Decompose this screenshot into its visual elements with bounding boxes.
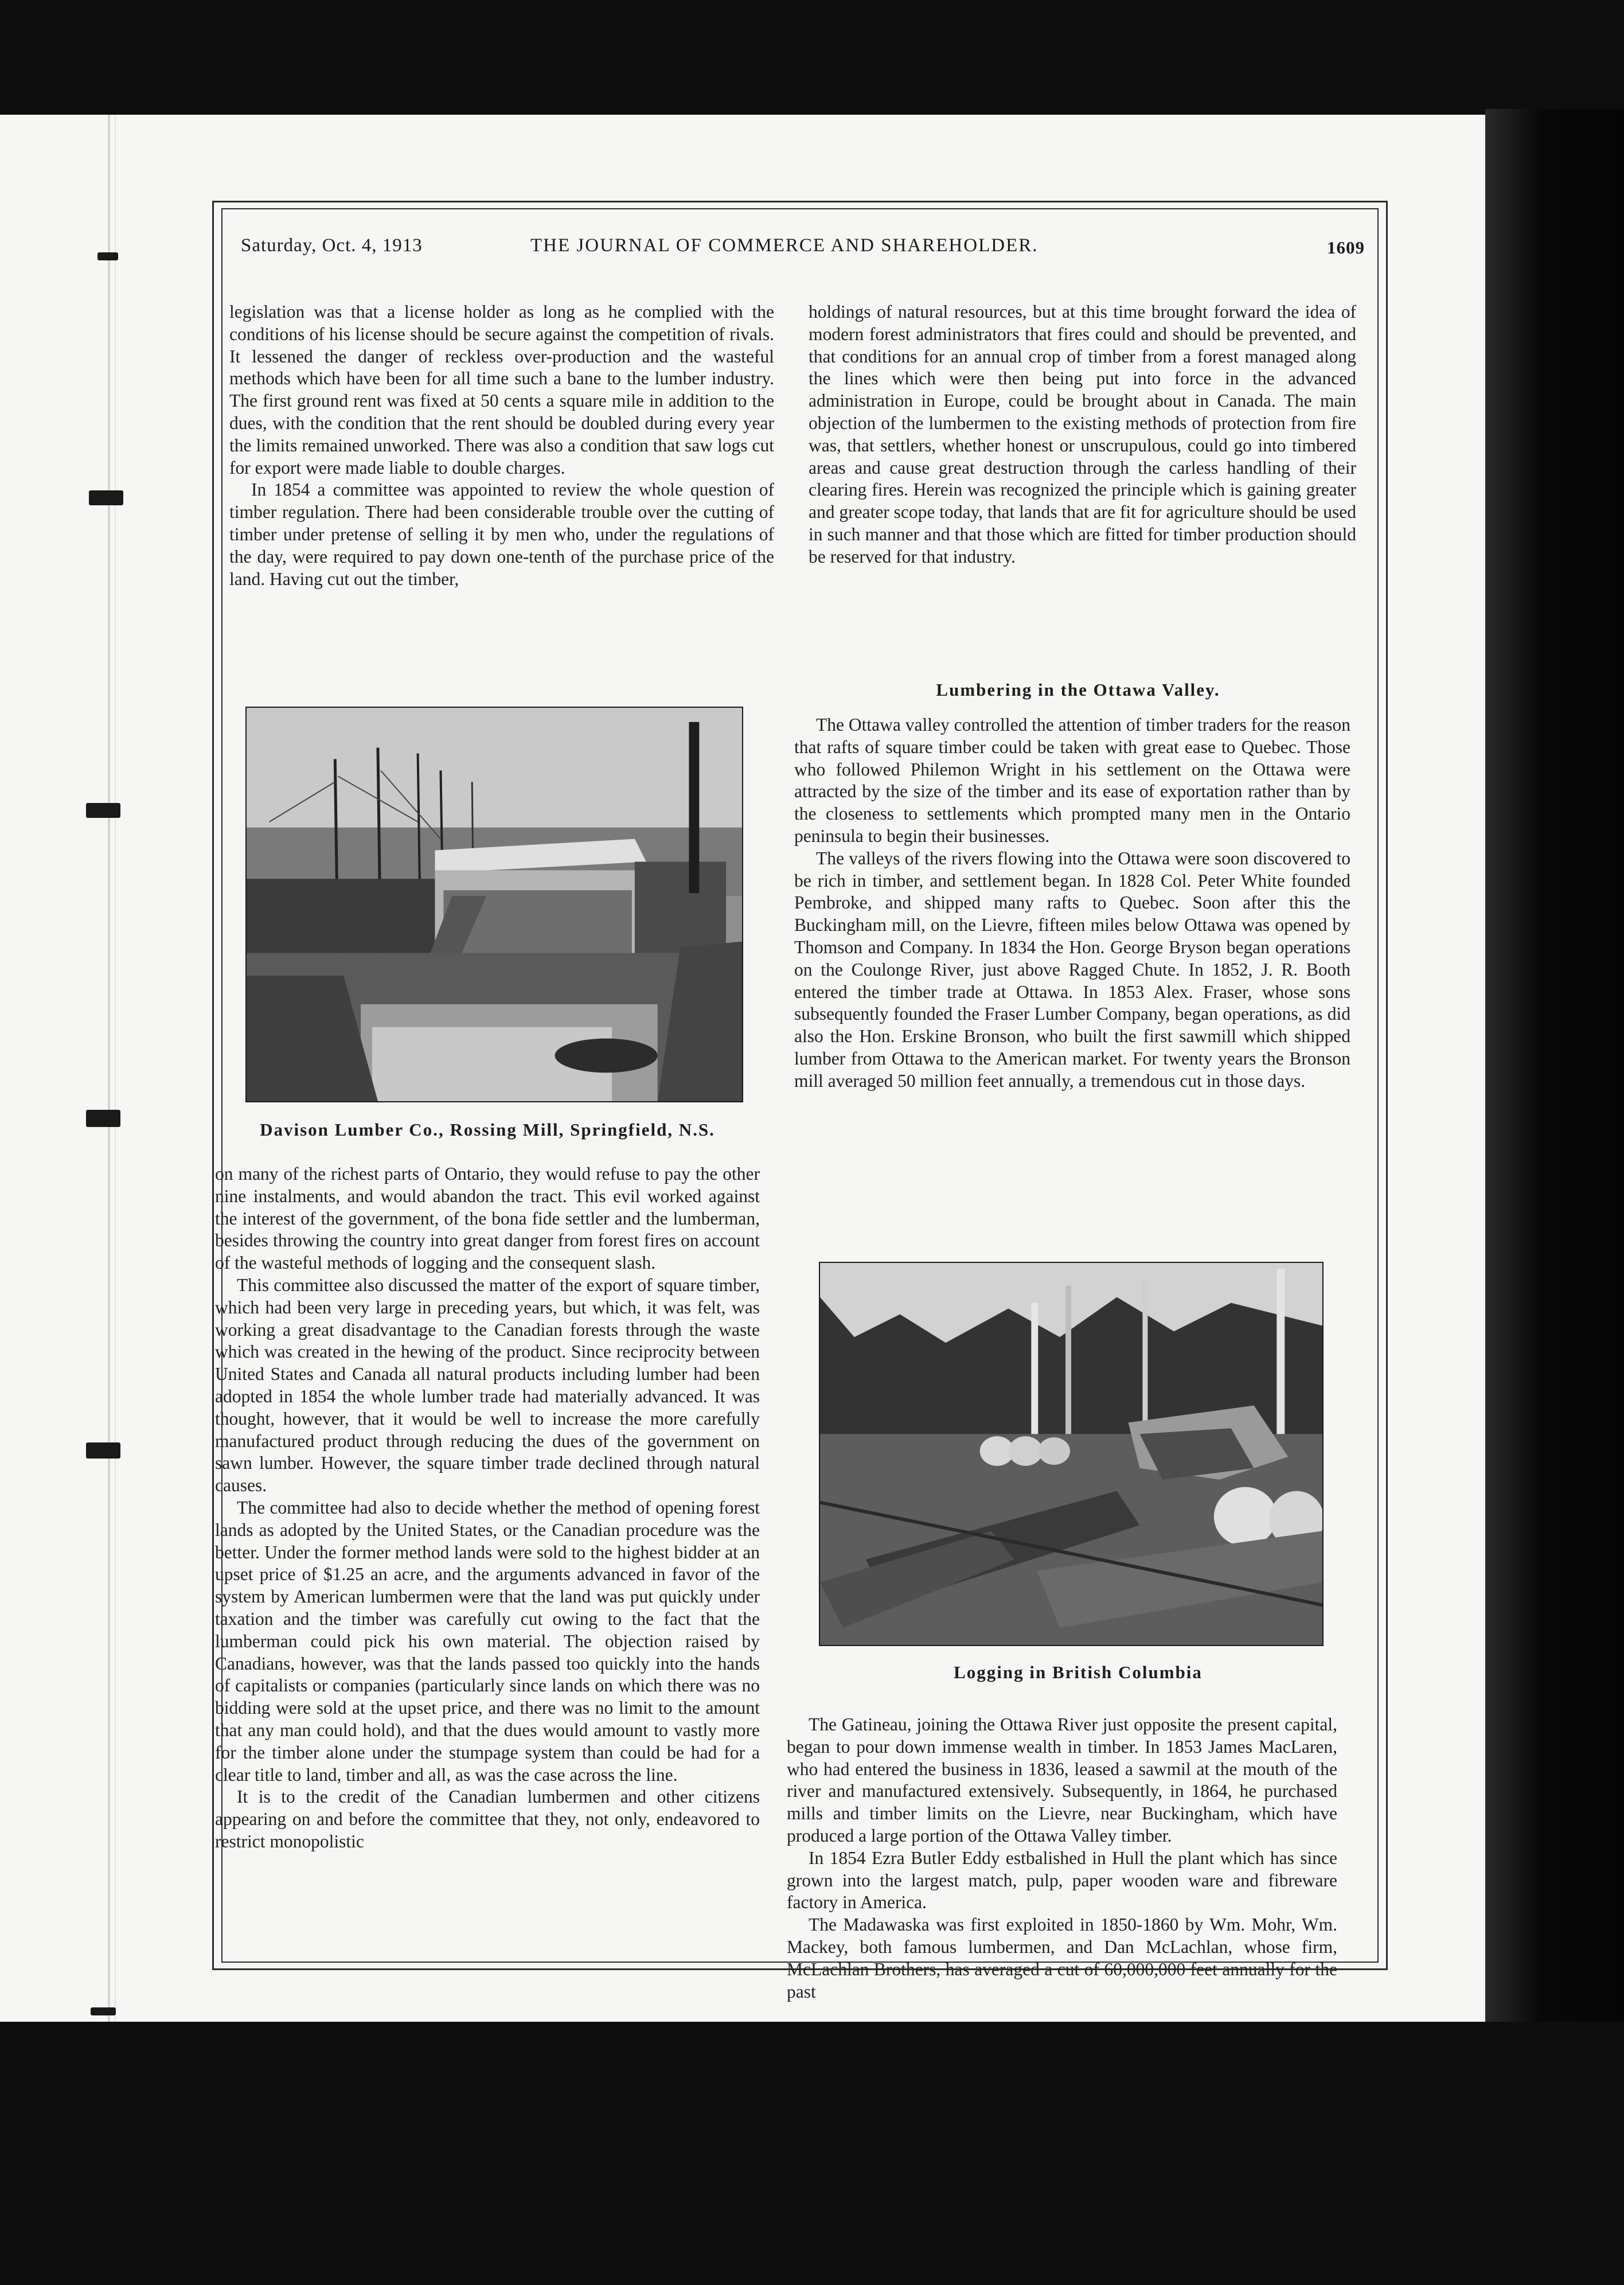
photo-rossing-mill: [245, 707, 743, 1102]
paragraph: In 1854 a committee was appointed to review the whole question of timber regulation. There had been considerable trouble over the cutting of timber under pretense of selling it by men who, under the regulations of the day, were required to pay down one-tenth of the purchase price of the land. Having cut out the timber,: [229, 479, 774, 589]
running-header: [241, 229, 1365, 264]
photo-logging-british-columbia: [819, 1262, 1324, 1646]
header-journal-title: THE JOURNAL OF COMMERCE AND SHAREHOLDER.: [530, 235, 1039, 256]
paragraph: holdings of natural resources, but at this time brought forward the idea of modern forest administrators that fires could and should be prevented, and that conditions for an annual crop of timber from a forest managed along the lines which were then being put into force in the advanced administration in Europe, could be brought about in Canada. The main objection of the lumbermen to the existing methods of protection from fire was, that settlers, whether honest or unscrupulous, could go into timbered areas and cause great destruction through the carless handling of their clearing fires. Herein was recognized the principle which is gaining greater and greater scope today, that lands that are fit for agriculture should be used in such manner and that those which are fitted for timber production should be reserved for that industry.: [809, 302, 1356, 567]
paragraph: The valleys of the rivers flowing into the Ottawa were soon discovered to be rich in timber, and settlement began. In 1828 Col. Peter White founded Pembroke, and shipped many rafts to Quebec. Soon after this the Buckingham mill, on the Lievre, fifteen miles below Ottawa was opened by Thomson and Company. In 1834 the Hon. George Bryson began operations on the Coulonge River, just above Ragged Chute. In 1852, J. R. Booth entered the timber trade at Ottawa. In 1853 Alex. Fraser, whose sons subsequently founded the Fraser Lumber Company, began operations, as did also the Hon. Erskine Bronson, who built the first sawmill which shipped lumber from Ottawa to the American market. For twenty years the Bronson mill averaged 50 million feet annually, a tremendous cut in those days.: [794, 848, 1350, 1091]
paragraph: legislation was that a license holder as long as he complied with the conditions of his license should be secure against the competition of rivals. It lessened the danger of reckless over-production and the wasteful methods which have been for all time such a bane to the lumber industry. The first ground rent was fixed at 50 cents a square mile in addition to the dues, with the condition that the rent should be doubled during every year the limits remained unworked. There was also a condition that saw logs cut for export were made liable to double charges.: [229, 302, 774, 478]
binding-hole-mark: [86, 1110, 120, 1127]
left-column-bottom: [215, 1163, 760, 1853]
left-photo-caption: Davison Lumber Co., Rossing Mill, Springfield, N.S.: [260, 1120, 715, 1140]
binding-hole-mark: [86, 803, 120, 818]
right-column-top: [809, 301, 1356, 568]
scan-background-top: [0, 0, 1624, 115]
binding-hole-mark: [97, 252, 118, 260]
binding-hole-mark: [91, 2007, 116, 2015]
paragraph: on many of the richest parts of Ontario, they would refuse to pay the other nine instalments, and would abandon the tract. This evil worked against the interest of the government, of the bona fide settler and the lumberman, besides throwing the country into great danger from forest fires on account of the wasteful methods of logging and the consequent slash.: [215, 1164, 760, 1273]
left-column-top: [229, 301, 774, 590]
right-column-middle: [794, 714, 1350, 1093]
paragraph: The committee had also to decide whether the method of opening forest lands as adopted by the United States, or the Canadian procedure was the better. Under the former method lands were sold to the highest bidder at an upset price of $1.25 an acre, and the arguments advanced in favor of the system by American lumbermen were that the land was put quickly under taxation and the timber was carefully cut owing to the fact that the lumberman could pick his own material. The objection raised by Canadians, however, was that the lands passed too quickly into the hands of capitalists or companies (particularly since lands on which there was no bidding were sold at the upset price, and there was no limit to the amount that any man could hold), and that the dues would amount to vastly more for the timber alone under the stumpage system than could be had for a clear title to land, timber and all, as was the case across the line.: [215, 1497, 760, 1785]
right-column-bottom: [787, 1714, 1337, 2003]
header-date: Saturday, Oct. 4, 1913: [241, 235, 423, 256]
scan-shadow-right: [1485, 109, 1624, 2025]
paragraph: It is to the credit of the Canadian lumbermen and other citizens appearing on and before the committee that they, not only, endeavored to restrict monopolistic: [215, 1787, 760, 1851]
paragraph: In 1854 Ezra Butler Eddy estbalished in Hull the plant which has since grown into the largest match, pulp, paper wooden ware and fibreware factory in America.: [787, 1847, 1337, 1913]
section-heading-ottawa-valley: Lumbering in the Ottawa Valley.: [936, 680, 1220, 700]
header-page-number: 1609: [1327, 237, 1365, 258]
binding-line: [108, 115, 110, 2022]
scan-background-bottom: [0, 2022, 1624, 2285]
binding-hole-mark: [86, 1442, 120, 1459]
paragraph: The Madawaska was first exploited in 1850-1860 by Wm. Mohr, Wm. Mackey, both famous lumbermen, and Dan McLachlan, whose firm, McLachlan Brothers, has averaged a cut of 60,000,000 feet annually for the past: [787, 1914, 1337, 2002]
binding-line-secondary: [115, 115, 116, 2022]
paragraph: The Gatineau, joining the Ottawa River just opposite the present capital, began to pour down immense wealth in timber. In 1853 James MacLaren, who had entered the business in 1836, leased a sawmil at the mouth of the river and manufactured extensively. Subsequently, in 1864, he purchased mills and timber limits on the Lievre, near Buckingham, which have produced a large portion of the Ottawa Valley timber.: [787, 1714, 1337, 1846]
paragraph: This committee also discussed the matter of the export of square timber, which had been very large in preceding years, but which, it was felt, was working a great disadvantage to the Canadian forests through the waste which was created in the hewing of the product. Since reciprocity between United States and Canada all natural products including lumber had been adopted in 1854 the whole lumber trade had materially advanced. It was thought, however, that it would be well to increase the more carefully manufactured product through reducing the dues of the government on sawn lumber. However, the square timber trade declined through natural causes.: [215, 1274, 760, 1496]
binding-hole-mark: [89, 490, 123, 505]
paragraph: The Ottawa valley controlled the attention of timber traders for the reason that rafts of square timber could be taken with great ease to Quebec. Those who followed Philemon Wright in his settlement on the Ottawa were attracted by the size of the timber and its ease of exportation rather than by the closeness to settlements which prompted many men in the Ontario peninsula to begin their businesses.: [794, 715, 1350, 846]
right-photo-caption: Logging in British Columbia: [954, 1662, 1203, 1682]
